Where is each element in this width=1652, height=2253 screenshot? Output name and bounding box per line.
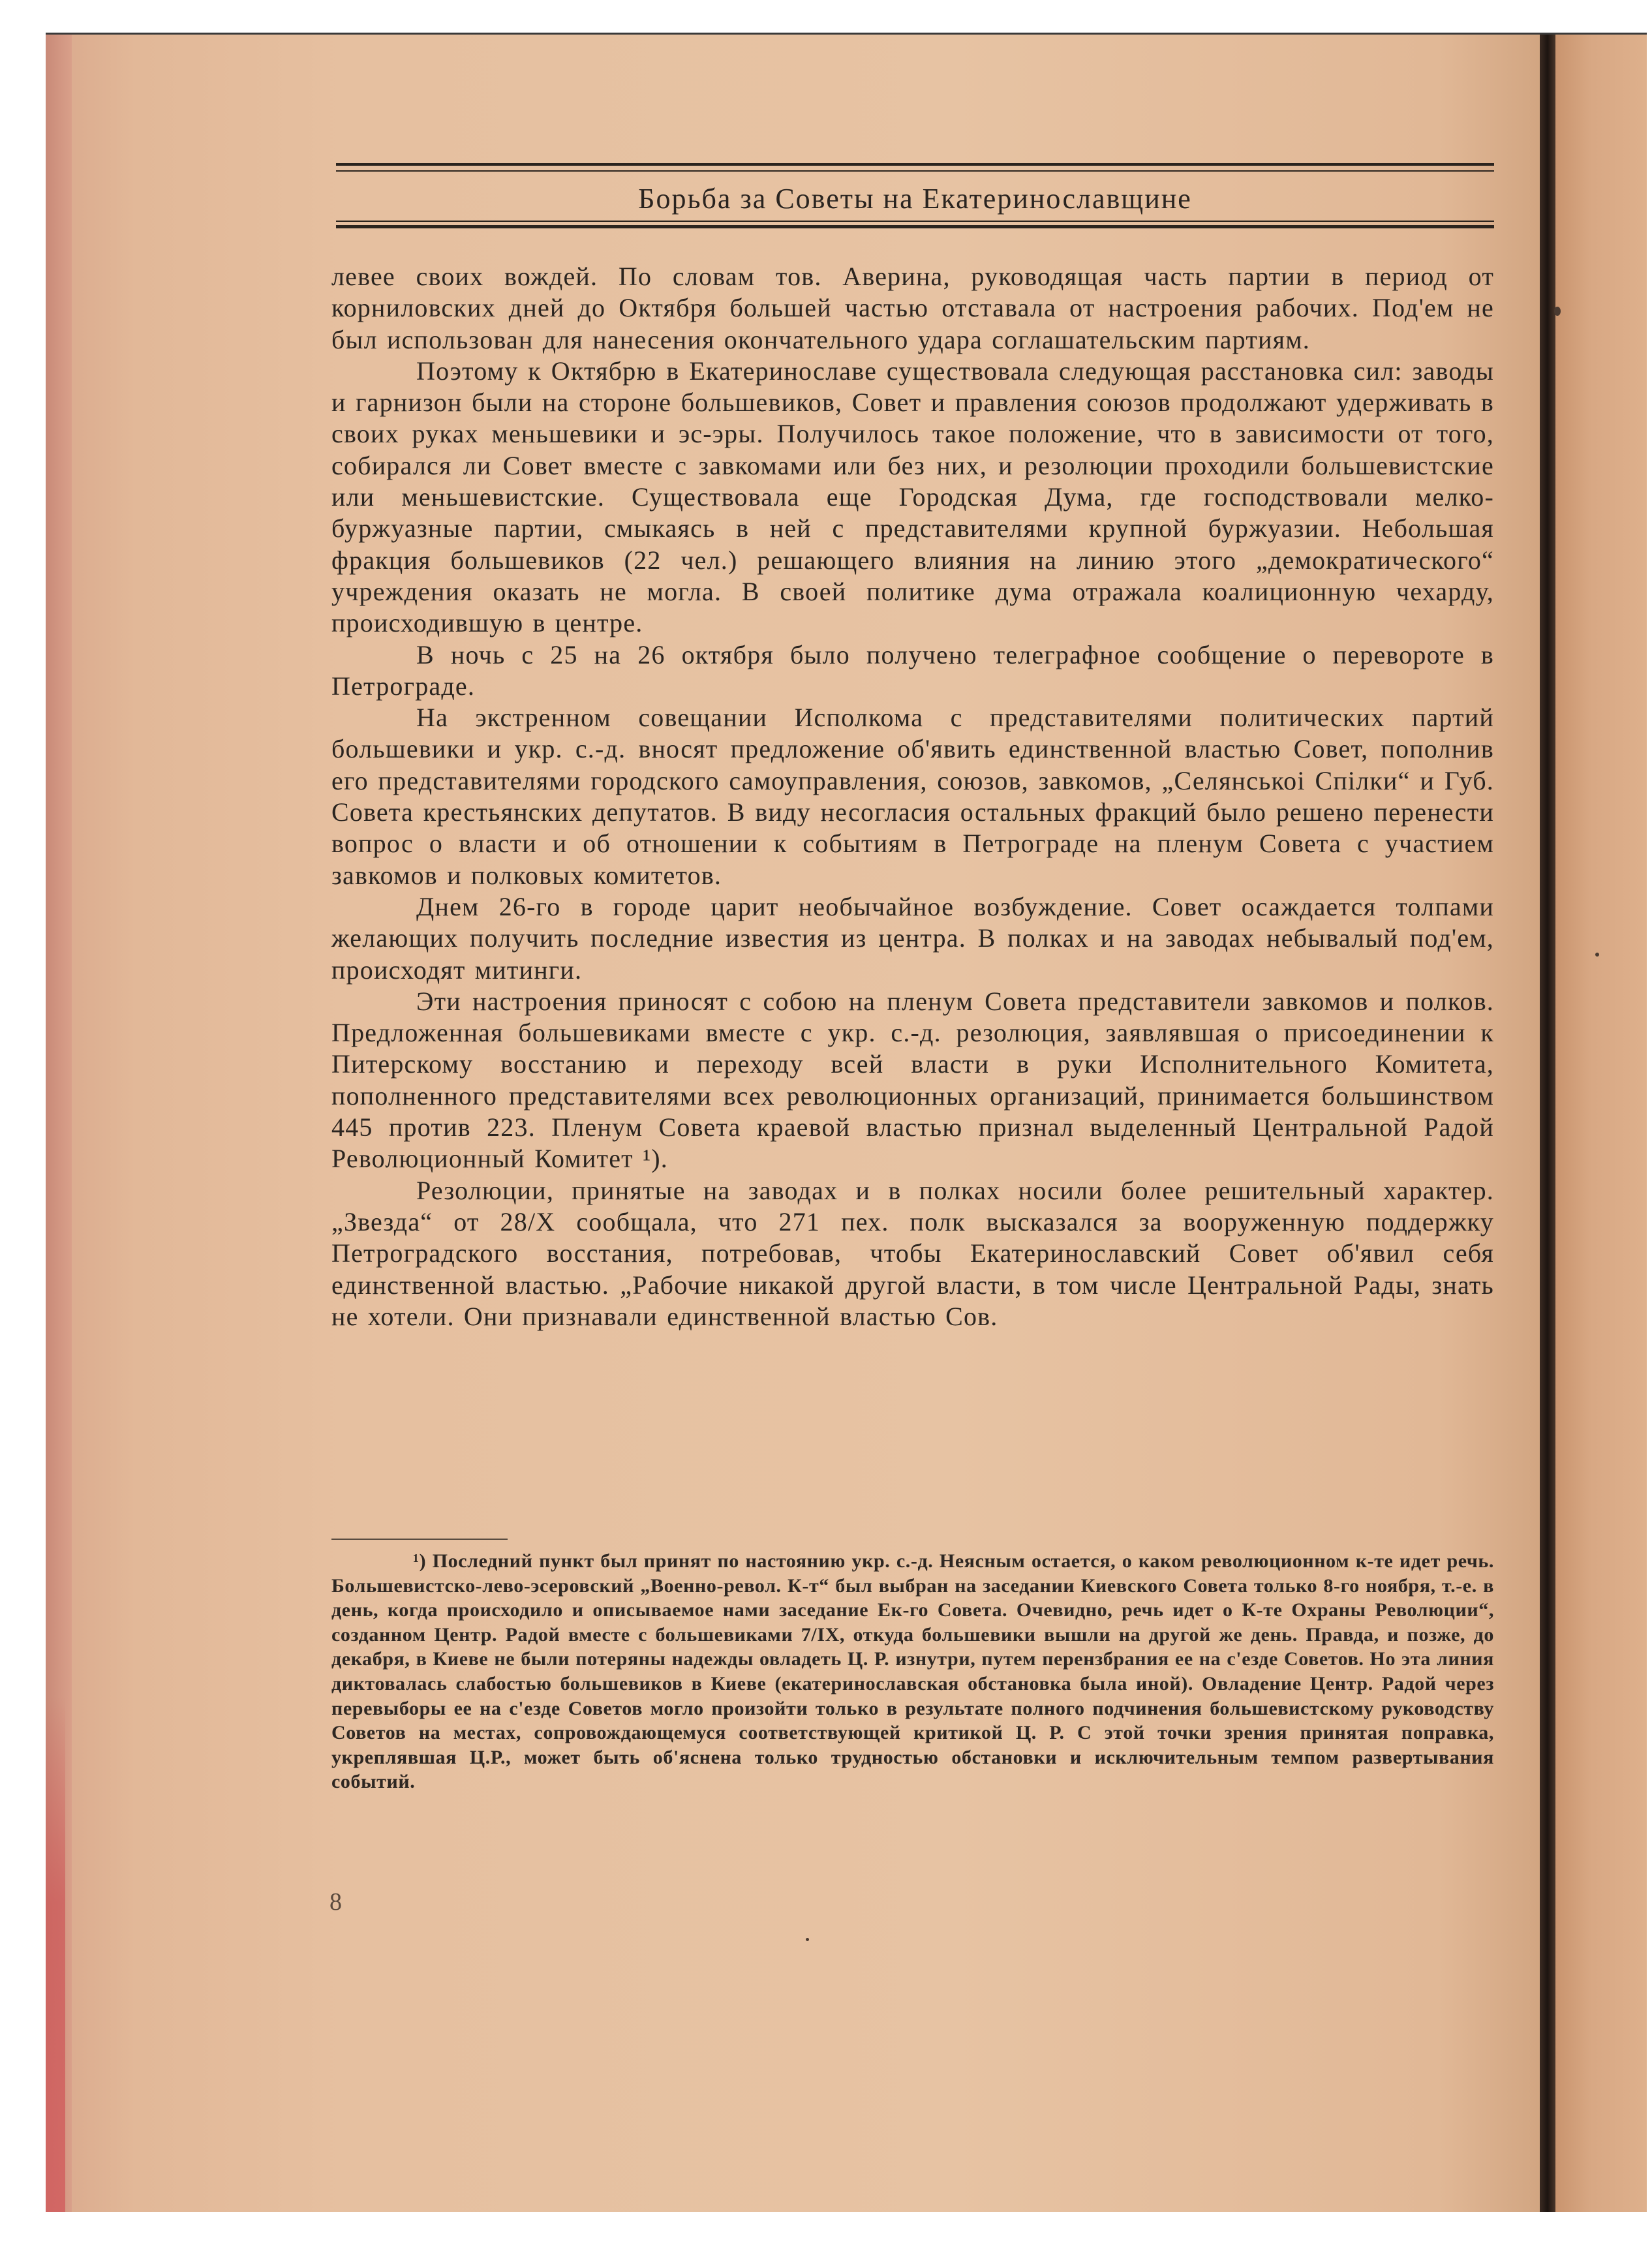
adjacent-page — [1555, 33, 1647, 2212]
paragraph: На экстренном совещании Исполкома с представителями политических партий большевики и укр. с.-д. вносят предложение об'явить единственной властью Совет, пополнив его представителями городского самоуправления, союзов, завкомов, „Селянськоі Спілки“ и Губ. Совета крестьянских депутатов. В виду несогласия остальных фракций было решено перенести вопрос о власти и об отношении к событиям в Петрограде на пленум Совета с участием завкомов и полковых комитетов. — [331, 703, 1494, 890]
paper-speck — [806, 1938, 809, 1941]
footnote-text: ¹) Последний пункт был принят по настоянию укр. с.-д. Неясным остается, о каком революционном к-те идет речь. Большевистско-лево-эсеровский „Военно-револ. К-т“ был выбран на заседании Киевского Совета только 8-го ноября, т.-е. в день, когда происходило и описываемое нами заседание Ек-го Совета. Очевидно, речь идет о К-те Охраны Революции“, созданном Центр. Радой вместе с большевиками 7/IX, откуда большевики вышли на другой же день. Правда, и позже, до декабря, в Киеве не были потеряны надежды овладеть Ц. Р. изнутри, путем перензбрания ее на с'езде Советов. Но эта линия диктовалась слабостью большевиков в Киеве (екатеринославская обстановка была иной). Овладение Центр. Радой через перевыборы ее на с'езде Советов могло произойти только в результате полного подчинения большевистскому руководству Советов на местах, сопровождающемуся соответствующей критикой Ц. Р. С этой точки зрения принятая поправка, укреплявшая Ц.Р., может быть об'яснена только трудностью обстановки и исключительным темпом развертывания событий. — [331, 1550, 1494, 1793]
paper-speck — [1595, 953, 1599, 957]
running-header — [336, 163, 1494, 232]
paragraph: Днем 26-го в городе царит необычайное возбуждение. Совет осаждается толпами желающих получить последние известия из центра. В полках и на заводах небывалый под'ем, происходят митинги. — [331, 891, 1494, 985]
header-rule — [336, 170, 1494, 172]
page-number: 8 — [329, 1888, 342, 1916]
paragraph: Резолюции, принятые на заводах и в полках носили более решительный характер. „Звезда“ от 28/X сообщала, что 271 пех. полк высказался за вооруженную поддержку Петроградского восстания, потребовав, чтобы Екатеринославский Совет об'явил себя единственной властью. „Рабочие никакой другой власти, в том числе Центральной Рады, знать не хотели. Они признавали единственной властью Сов. — [331, 1175, 1494, 1331]
page-edge-stain — [46, 1696, 65, 2212]
header-rule — [336, 163, 1494, 166]
paragraph: Поэтому к Октябрю в Екатеринославе существовала следующая расстановка сил: заводы и гарнизон были на стороне большевиков, Совет и правления союзов продолжают удерживать в своих руках меньшевики и эс-эры. Получилось такое положение, что в зависимости от того, собирался ли Совет вместе с завкомами или без них, и резолюции проходили большевистские или меньшевистские. Существовала еще Городская Дума, где господствовали мелко-буржуазные партии, смыкаясь в ней с представителями крупной буржуазии. Небольшая фракция большевиков (22 чел.) решающего влияния на линию этого „демократического“ учреждения оказать не могла. В своей политике дума отражала коалиционную чехарду, происходившую в центре. — [331, 356, 1494, 638]
book-spine — [1540, 33, 1555, 2212]
paragraph: левее своих вождей. По словам тов. Аверина, руководящая часть партии в период от корниловских дней до Октября большей частью отставала от настроения рабочих. Под'ем не был использован для нанесения окончательного удара соглашательским партиям. — [331, 262, 1494, 354]
paragraph: В ночь с 25 на 26 октября было получено телеграфное сообщение о перевороте в Петрограде. — [331, 639, 1494, 701]
header-rule — [336, 225, 1494, 228]
running-title: Борьба за Советы на Екатеринославщине — [638, 183, 1192, 215]
scan-frame-line — [46, 33, 1647, 35]
header-rule — [336, 221, 1494, 222]
paragraph: Эти настроения приносят с собою на пленум Совета представители завкомов и полков. Предложенная большевиками вместе с укр. с.-д. резолюция, заявлявшая о присоединении к Питерскому восстанию и переходу всей власти в руки Исполнительного Комитета, пополненного представителями всех революционных организаций, принимается большинством 445 против 223. Пленум Совета краевой властью признал выделенный Центральной Радой Революционный Комитет ¹). — [331, 986, 1494, 1174]
body-text — [331, 261, 1494, 1332]
paper-speck — [1554, 307, 1561, 316]
footnote-divider — [331, 1539, 508, 1540]
footnote — [331, 1549, 1494, 1794]
